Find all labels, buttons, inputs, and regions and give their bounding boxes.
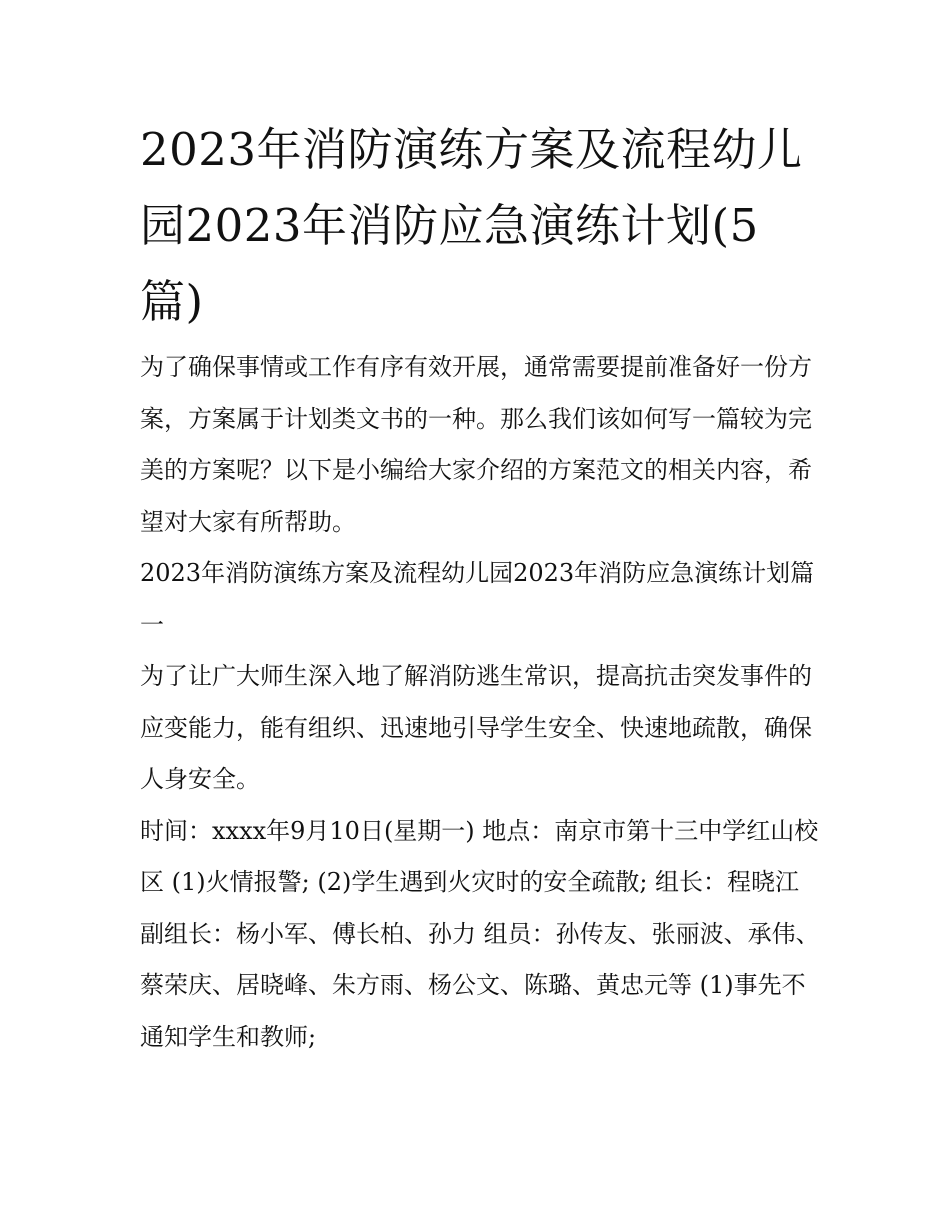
intro-paragraph: 为了确保事情或工作有序有效开展，通常需要提前准备好一份方案，方案属于计划类文书的一种。那么我们该如何写一篇较为完美的方案呢？以下是小编给大家介绍的方案范文的相关内容，希望对大家有所帮助。 bbox=[140, 353, 812, 536]
time-location-paragraph: 时间：xxxx年9月10日(星期一) 地点：南京市第十三中学红山校区 (1)火情报警; (2)学生遇到火灾时的安全疏散; 组长：程晓江 bbox=[140, 816, 819, 896]
document-body bbox=[140, 112, 820, 1063]
document-title: 2023年消防演练方案及流程幼儿园2023年消防应急演练计划(5篇) bbox=[140, 123, 803, 328]
purpose-paragraph: 为了让广大师生深入地了解消防逃生常识，提高抗击突发事件的应变能力，能有组织、迅速地引导学生安全、快速地疏散，确保人身安全。 bbox=[140, 662, 812, 793]
members-paragraph: 副组长：杨小军、傅长柏、孙力 组员：孙传友、张丽波、承伟、蔡荣庆、居晓峰、朱方雨、杨公文、陈璐、黄忠元等 (1)事先不通知学生和教师; bbox=[140, 919, 820, 1051]
section-heading: 2023年消防演练方案及流程幼儿园2023年消防应急演练计划篇一 bbox=[140, 559, 815, 639]
